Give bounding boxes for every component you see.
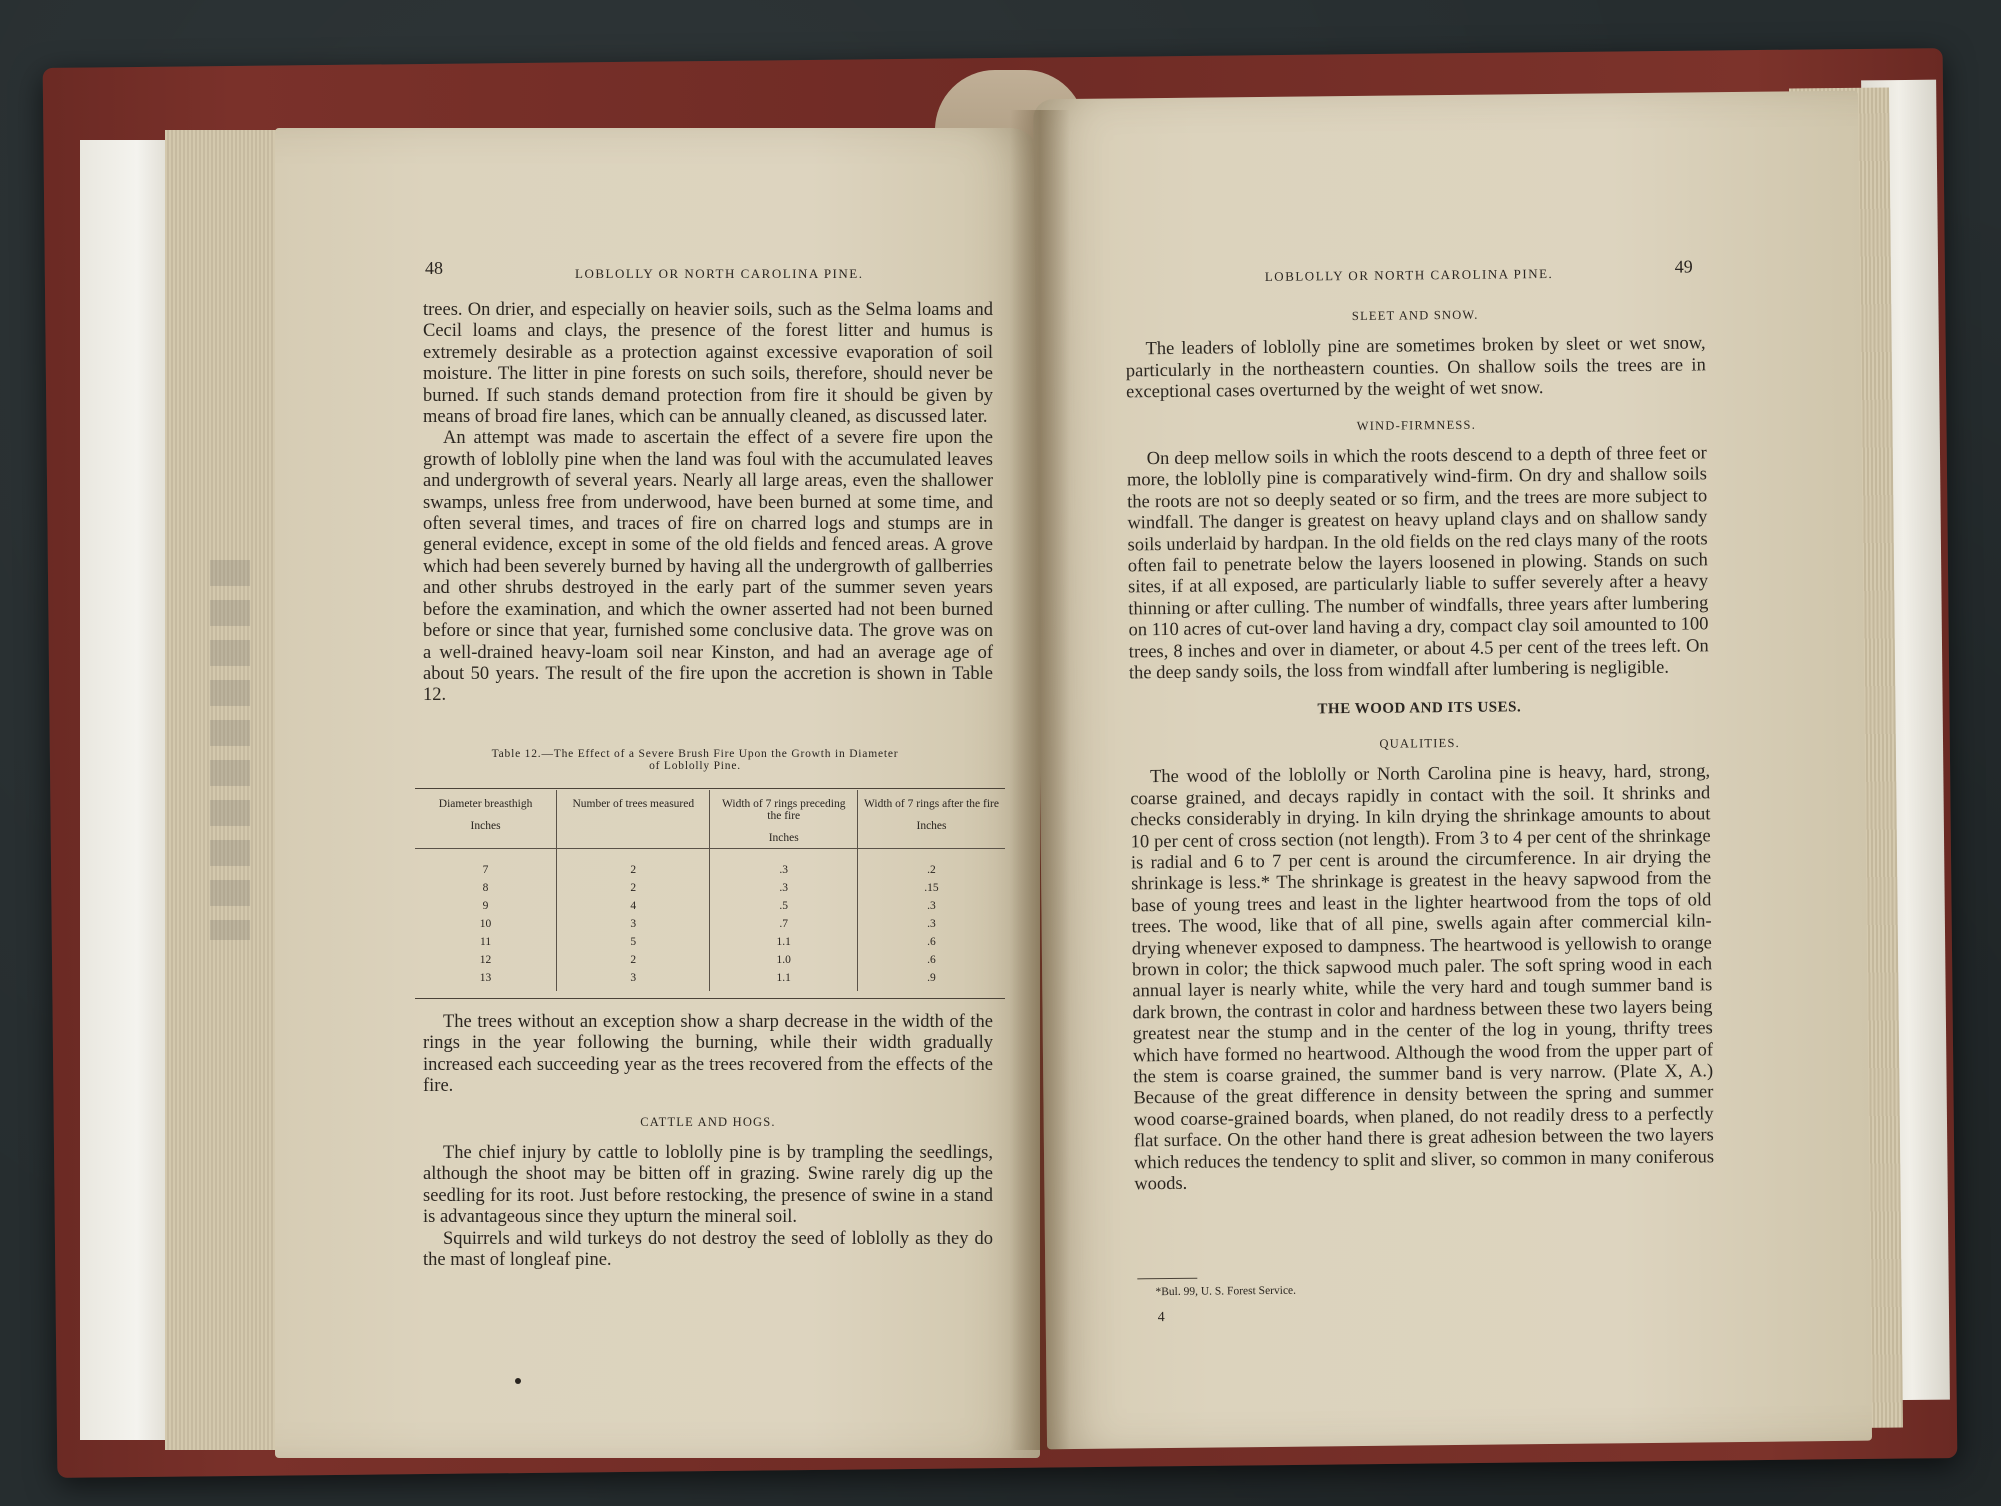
table-cell: 3 <box>630 918 637 930</box>
table-cell: .2 <box>927 864 936 876</box>
paragraph: The chief injury by cattle to loblolly pine is by trampling the seedlings, although the shoot may be bitten off in grazing. Swine rarely dig up the seedling for its root. Just before restocking, the presence of swine in a stand is advantageous since they upturn the mineral soil. <box>423 1143 993 1228</box>
table-cell: .3 <box>927 900 936 912</box>
table-top-rule <box>415 788 1005 789</box>
table-cell: 13 <box>479 972 492 984</box>
table-column-diameter <box>415 849 557 992</box>
table-header: Width of 7 rings after the fire Inches <box>857 790 1005 849</box>
table-cell: 1.1 <box>776 972 791 984</box>
paragraph: On deep mellow soils in which the roots descend to a depth of three feet or more, the loblolly pine is comparatively wind-firm. On dry and shallow soils the roots are not so deeply seated or so firm, and the trees are more subject to windfall. The danger is greatest on heavy upland clays and on shallow sandy soils underlaid by hardpan. In the old fields on the red clays many of the roots often fail to penetrate below the layers loosened in plowing. Stands on such sites, if at all exposed, are particularly liable to suffer severely after a heavy thinning or after culling. The number of windfalls, three years after lumbering on 110 acres of cut-over land having a dry, compact clay soil amounted to 100 trees, 8 inches and over in diameter, or about 4.5 per cent of the trees left. On the deep sandy soils, the loss from windfall after lumbering is negligible. <box>1126 443 1709 684</box>
paragraph: The wood of the loblolly or North Carolina pine is heavy, hard, strong, coarse grained, and decays rapidly in contact with the soil. It shrinks and checks considerably in drying. In kiln drying the shrinkage amounts to about 10 per cent of cross section (not length). From 3 to 4 per cent of the shrinkage is radial and 6 to 7 per cent is around the circumference. In air drying the shrinkage is less.* The shrinkage is greatest in the heavy sapwood from the base of young trees and least in the lighter heartwood from the tops of old trees. The wood, like that of all pine, swells again after commercial kiln-drying whenever exposed to dampness. The heartwood is yellowish to orange brown in color; the thick sapwood much paler. The soft spring wood in each annual layer is nearly white, while the very hard and tough summer band is dark brown, the contrast in color and hardness between these two layers being greatest near the stump and in the center of the log in young, thrifty trees which have formed no heartwood. Although the wood from the upper part of the stem is coarse grained, the summer band is very narrow. (Plate X, A.) Because of the great difference in density between the spring and summer wood coarse-grained boards, when planed, do not readily dress to a perfectly flat surface. On the other hand there is great adhesion between the two layers which reduces the tendency to split and sliver, so common in many coniferous woods. <box>1130 761 1715 1195</box>
table-cell: 2 <box>630 954 637 966</box>
table-cell: .15 <box>924 882 939 894</box>
right-page <box>1033 91 1872 1450</box>
paragraph: The leaders of loblolly pine are sometimes broken by sleet or wet snow, particularly in the northeastern counties. On shallow soils the trees are in exceptional cases overturned by the weight of wet snow. <box>1125 333 1706 403</box>
table-cell: 10 <box>479 918 492 930</box>
chapter-heading: THE WOOD AND ITS USES. <box>1317 698 1522 717</box>
left-running-head: LOBLOLLY OR NORTH CAROLINA PINE. <box>575 266 864 281</box>
table-cell: .9 <box>927 972 936 984</box>
table-cell: 5 <box>630 936 637 948</box>
table-cell: .6 <box>927 936 936 948</box>
table-caption <box>395 748 995 772</box>
left-page <box>275 128 1040 1458</box>
table-caption-line1: Table 12.—The Effect of a Severe Brush Fire Upon the Growth in Diameter <box>491 748 899 760</box>
table-cell: .3 <box>779 882 789 894</box>
paragraph: The trees without an exception show a sharp decrease in the width of the rings in the year following the burning, while their width gradually increased each succeeding year as the trees recovered from the effects of the fire. <box>423 1012 993 1097</box>
table-cell: .3 <box>779 864 789 876</box>
table-cell: .6 <box>927 954 936 966</box>
section-heading: SLEET AND SNOW. <box>1351 307 1479 324</box>
table-cell: 9 <box>482 900 489 912</box>
ink-dot <box>515 1378 521 1384</box>
table-cell: 1.0 <box>776 954 791 966</box>
table-header: Diameter breasthigh Inches <box>415 790 557 849</box>
left-body-after-table <box>423 1012 993 1271</box>
left-page-number: 48 <box>425 258 443 278</box>
library-stamp <box>210 560 250 940</box>
table-column-before <box>710 849 858 992</box>
paragraph: Squirrels and wild turkeys do not destroy the seed of loblolly as they do the mast of longleaf pine. <box>423 1228 993 1271</box>
table-cell: 7 <box>482 864 489 876</box>
spine-shadow <box>1010 110 1070 1450</box>
table-cell: .7 <box>779 918 789 930</box>
endpaper-left <box>80 140 175 1440</box>
data-table <box>415 790 1005 991</box>
table-cell: 1.1 <box>776 936 791 948</box>
table-column-after <box>857 849 1005 992</box>
table-column-trees <box>557 849 710 992</box>
table-row <box>415 849 1005 992</box>
table-cell: 11 <box>480 936 492 948</box>
table-bottom-rule <box>415 998 1005 999</box>
paragraph: trees. On drier, and especially on heavier soils, such as the Selma loams and Cecil loams and clays, the presence of the forest litter and humus is extremely desirable as a protection against excessive evaporation of soil moisture. The litter in pine forests on such soils, therefore, should never be burned. If such stands demand protection from fire it should be given by means of broad fire lanes, which can be annually cleaned, as discussed later. <box>423 300 993 428</box>
paragraph: An attempt was made to ascertain the effect of a severe fire upon the growth of loblolly pine when the land was foul with the accumulated leaves and undergrowth of several years. Nearly all large areas, even the shallower swamps, unless free from underwood, have been burned at some time, and often several times, and traces of fire on charred logs and stumps are in general evidence, except in some of the old fields and fenced areas. A grove which had been severely burned by having all the undergrowth of gallberries and other shrubs destroyed in the early part of the summer seven years before the examination, and which the owner asserted had not been burned before or since that year, furnished some conclusive data. The grove was on a well-drained heavy-loam soil near Kinston, and had an average age of about 50 years. The result of the fire upon the accretion is shown in Table 12. <box>423 428 993 706</box>
footnote-rule <box>1137 1278 1197 1280</box>
right-running-head: LOBLOLLY OR NORTH CAROLINA PINE. <box>1264 265 1554 284</box>
table-cell: 8 <box>482 882 489 894</box>
signature-mark: 4 <box>1157 1310 1165 1326</box>
footnote: *Bul. 99, U. S. Forest Service. <box>1155 1284 1297 1299</box>
left-body <box>423 300 993 707</box>
table-cell: .3 <box>927 918 936 930</box>
table-caption-line2: of Loblolly Pine. <box>649 760 741 772</box>
section-heading: QUALITIES. <box>1379 735 1460 751</box>
table-cell: 4 <box>630 900 637 912</box>
table-cell: 2 <box>630 864 637 876</box>
table-cell: 2 <box>630 882 637 894</box>
table-cell: .5 <box>779 900 789 912</box>
table-cell: 3 <box>630 972 637 984</box>
right-page-number: 49 <box>1674 256 1693 277</box>
table-cell: 12 <box>479 954 492 966</box>
right-body <box>1125 288 1714 1195</box>
table-header: Width of 7 rings preceding the fire Inches <box>710 790 858 849</box>
section-heading: CATTLE AND HOGS. <box>640 1114 776 1129</box>
table-header: Number of trees measured <box>557 790 710 849</box>
section-heading: WIND-FIRMNESS. <box>1356 417 1477 433</box>
